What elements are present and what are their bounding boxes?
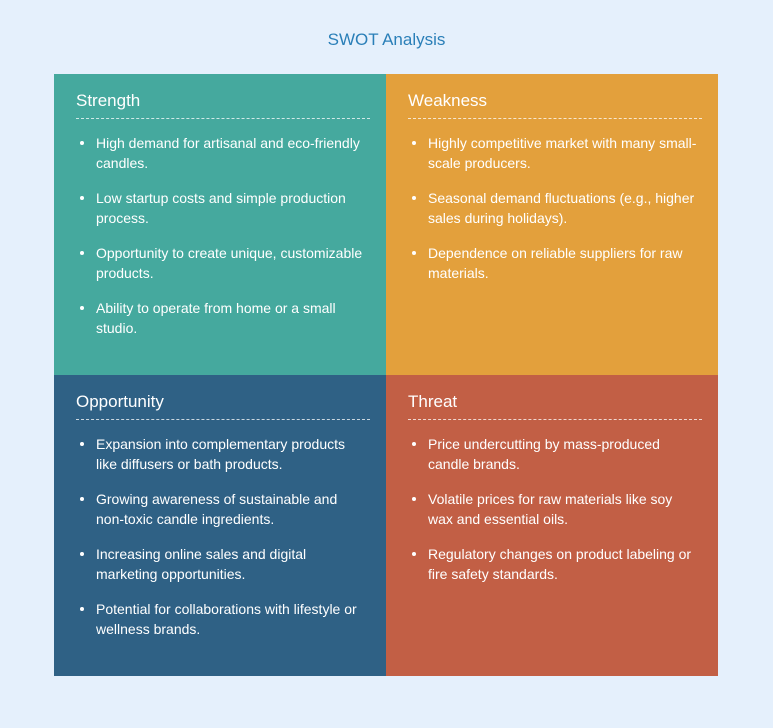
opportunity-title: Opportunity bbox=[76, 391, 370, 420]
bullet-icon bbox=[412, 141, 416, 145]
bullet-icon bbox=[80, 251, 84, 255]
item-text: Low startup costs and simple production process. bbox=[96, 190, 346, 226]
list-item bbox=[76, 133, 370, 173]
strength-title: Strength bbox=[76, 90, 370, 119]
bullet-icon bbox=[412, 251, 416, 255]
list-item bbox=[408, 544, 702, 584]
item-text: Seasonal demand fluctuations (e.g., higher sales during holidays). bbox=[428, 190, 695, 226]
bullet-icon bbox=[80, 141, 84, 145]
item-text: Ability to operate from home or a small studio. bbox=[96, 300, 336, 336]
strength-list bbox=[76, 133, 370, 338]
list-item bbox=[76, 298, 370, 338]
item-text: Increasing online sales and digital marketing opportunities. bbox=[96, 546, 307, 582]
weakness-quadrant bbox=[386, 74, 718, 375]
bullet-icon bbox=[80, 442, 84, 446]
item-text: Potential for collaborations with lifestyle or wellness brands. bbox=[96, 601, 357, 637]
swot-grid bbox=[54, 74, 718, 676]
list-item bbox=[76, 188, 370, 228]
item-text: Opportunity to create unique, customizable products. bbox=[96, 245, 363, 281]
weakness-list bbox=[408, 133, 702, 283]
list-item bbox=[76, 599, 370, 639]
list-item bbox=[408, 489, 702, 529]
strength-quadrant bbox=[54, 74, 386, 375]
threat-title: Threat bbox=[408, 391, 702, 420]
item-text: High demand for artisanal and eco-friendly candles. bbox=[96, 135, 360, 171]
bullet-icon bbox=[80, 196, 84, 200]
bullet-icon bbox=[80, 306, 84, 310]
threat-list bbox=[408, 434, 702, 584]
bullet-icon bbox=[412, 442, 416, 446]
item-text: Growing awareness of sustainable and non-toxic candle ingredients. bbox=[96, 491, 338, 527]
bullet-icon bbox=[412, 497, 416, 501]
list-item bbox=[76, 434, 370, 474]
opportunity-list bbox=[76, 434, 370, 639]
list-item bbox=[408, 434, 702, 474]
diagram-title: SWOT Analysis bbox=[327, 30, 446, 49]
bullet-icon bbox=[80, 497, 84, 501]
bullet-icon bbox=[80, 607, 84, 611]
item-text: Highly competitive market with many small-scale producers. bbox=[428, 135, 697, 171]
item-text: Expansion into complementary products like diffusers or bath products. bbox=[96, 436, 346, 472]
threat-quadrant bbox=[386, 375, 718, 676]
item-text: Volatile prices for raw materials like soy wax and essential oils. bbox=[428, 491, 673, 527]
item-text: Price undercutting by mass-produced candle brands. bbox=[428, 436, 660, 472]
list-item bbox=[408, 188, 702, 228]
list-item bbox=[76, 243, 370, 283]
bullet-icon bbox=[80, 552, 84, 556]
weakness-title: Weakness bbox=[408, 90, 702, 119]
list-item bbox=[408, 133, 702, 173]
list-item bbox=[76, 489, 370, 529]
item-text: Dependence on reliable suppliers for raw materials. bbox=[428, 245, 683, 281]
opportunity-quadrant bbox=[54, 375, 386, 676]
list-item bbox=[76, 544, 370, 584]
list-item bbox=[408, 243, 702, 283]
item-text: Regulatory changes on product labeling or fire safety standards. bbox=[428, 546, 692, 582]
bullet-icon bbox=[412, 552, 416, 556]
bullet-icon bbox=[412, 196, 416, 200]
